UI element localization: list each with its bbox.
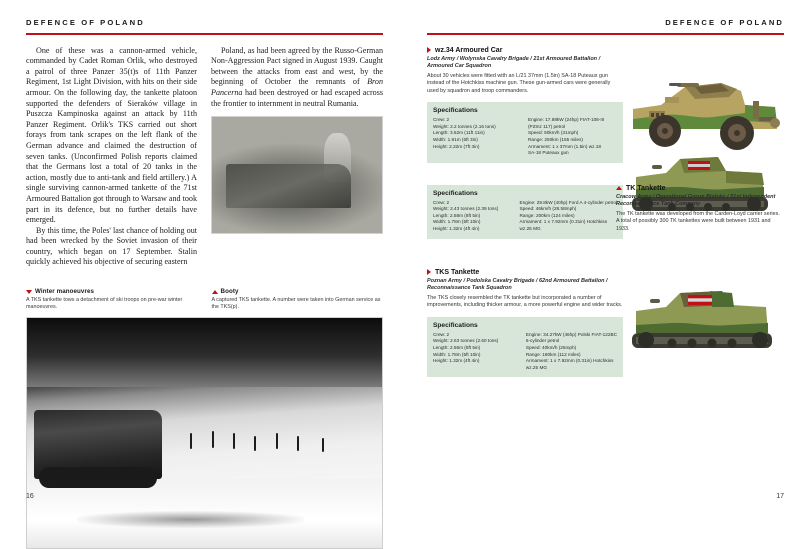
spec-item: Length: 2.56m (8ft 5in) [433, 344, 481, 350]
spec-item: (PZInz 117) petrol [528, 123, 566, 129]
spec-item: Width: 1.78m (5ft 10in) [433, 351, 481, 357]
illustration-tks-tankette [624, 277, 784, 363]
left-page-columns [26, 46, 383, 268]
caption-title: Winter manoeuvres [35, 288, 95, 296]
specifications-grid [433, 332, 617, 372]
left-page-captions [26, 279, 383, 311]
specifications-grid [433, 117, 617, 157]
photo-ski-trooper [297, 436, 299, 451]
spec-item: Engine: 29.8kW (40hp) Ford A 4-cylinder petrol [519, 199, 617, 205]
specifications-title: Specifications [433, 321, 478, 329]
triangle-up-icon [616, 186, 622, 190]
spec-item: Height: 2.22m (7ft 3in) [433, 143, 480, 149]
entry-title: TK Tankette [626, 184, 666, 192]
entry-subtitle: Poznan Army / Podolska Cavalry Brigade / 62nd Armoured Battalion / Reconnaissance Tank Squadron [427, 277, 608, 292]
entry-subtitle: Cracow Army / Operational Group Bielsko / 51st Independent Reconnaissance Tank Company [616, 193, 776, 208]
entry-description: The TK tankette was developed from the Carden-Loyd carrier series. A total of possibly 300 TK tankettes were built between 1931 and 1933. [616, 211, 780, 232]
entry-description: About 30 vehicles were fitted with an L/21 37mm (1.5in) SA-18 Puteaux gun instead of the Hotchkiss machine gun. These gun-armed cars were generally used by squadron and troop commanders. [427, 72, 611, 94]
specifications-column-right [528, 117, 617, 157]
photo-winter-manoeuvres [26, 317, 383, 549]
spec-item: wz.25 MG [525, 364, 547, 370]
entry-heading [427, 269, 784, 276]
photo-ski-trooper [233, 433, 235, 449]
spec-item: Armament: 1 x 37mm (1.5in) wz.18 [528, 143, 601, 149]
entry-subtitle: Lodz Army / Wolynska Cavalry Brigade / 21st Armoured Battalion / Armoured Car Squadron [427, 55, 601, 69]
entry-heading [616, 185, 784, 192]
header-rule-right [427, 33, 784, 35]
spec-item: Crew: 2 [433, 331, 450, 337]
caption-heading [212, 288, 384, 295]
specifications-column-right [520, 200, 617, 233]
photo-ski-trooper [212, 431, 214, 448]
caption-title: Booty [220, 288, 239, 296]
spec-item: Armament: 1 x 7.92mm (0.31in) Hotchkiss [519, 219, 608, 225]
spec-item: Weight: 2.2 tonnes (2.16 tons) [433, 123, 496, 129]
running-head-right: DEFENCE OF POLAND [665, 18, 784, 27]
specifications-column-left [433, 332, 520, 372]
spec-item: SA-18 Puteaux gun [528, 150, 569, 156]
caption-body: A TKS tankette tows a detachment of ski troops on pre-war winter manoeuvres. [26, 297, 183, 311]
triangle-up-icon [212, 290, 218, 294]
entry-heading [427, 47, 784, 54]
caption-booty [212, 288, 384, 311]
left-column-2 [211, 46, 383, 268]
spec-item: Engine: 17.88kW (24hp) FIAT-108-III [528, 117, 605, 123]
spec-item: Crew: 2 [433, 117, 450, 123]
paragraph: One of these was a cannon-armed vehicle, commanded by Cadet Roman Orlik, who destroyed a patrol of three Panzer 35(t)s of 11th Panzer Regiment, 1st Light Division, with hits on their side armour. On the following day, the tankette platoon supported the defenders of Sieraków village in Puszcza Kampinoska against an attack by 11th Panzer Regiment. Orlik's TKS carried out short forays from tank scrapes on the left flank of the German advance and claimed the destruction of seven tanks. (Unconfirmed Polish reports claimed that the Germans lost a total of 20 tanks in the action, mostly due to anti-tank and field artillery.) A single surviving cannon-armed tankette of the 71st Armoured Battalion got through to Warsaw and took part in its defence, but no further details have emerged. [26, 45, 197, 225]
paragraph-part-2: had been destroyed or had escaped across the frontier to internment in neutral Rumania. [211, 87, 383, 108]
caption-body: A captured TKS tankette. A number were taken into German service as the TKS(p). [211, 297, 381, 311]
photo-ski-trooper [254, 436, 256, 451]
entry-tks-tankette [427, 269, 784, 378]
photo-tankette [34, 410, 162, 479]
triangle-right-icon [427, 47, 431, 53]
spec-item: Speed: 50km/h (31mph) [528, 130, 579, 136]
paragraph-italic-term: Bron Pancerna [211, 77, 383, 97]
paragraph: By this time, the Poles' last chance of holding out had been wrecked by the Soviet invasion of their country, which began on 17 September. Stalin quickly achieved his objective of securing eastern [26, 225, 197, 267]
page-number-right: 17 [776, 493, 784, 500]
specifications-panel [427, 185, 623, 239]
paragraph [211, 46, 383, 110]
photo-ski-trooper [276, 433, 278, 449]
specifications-panel [427, 102, 623, 163]
right-page [405, 0, 810, 514]
spec-item: Length: 3.62m (11ft 11in) [433, 130, 485, 136]
spec-item: Crew: 2 [433, 199, 450, 205]
spec-item: Width: 1.91m (6ft 3in) [433, 136, 478, 142]
entry-tk-tankette [427, 185, 784, 239]
spec-item: Speed: 46km/h (28.58mph) [519, 206, 577, 212]
spec-item: Range: 180km (112 miles) [525, 351, 581, 357]
entry-title: wz.34 Armoured Car [435, 46, 503, 54]
photo-captured-tankette [211, 116, 383, 234]
specifications-column-left [433, 117, 522, 157]
triangle-right-icon [427, 269, 431, 275]
spec-item: Armament: 1 x 7.92mm (0.31in) Hotchkiss [525, 358, 614, 364]
specifications-title: Specifications [433, 107, 478, 115]
spec-item: Speed: 40km/h (25mph) [525, 344, 577, 350]
specifications-grid [433, 200, 617, 233]
spec-item: Length: 2.58m (8ft 5in) [433, 212, 481, 218]
caption-winter-manoeuvres [26, 288, 198, 311]
spec-item: Height: 1.32m (4ft 4in) [433, 358, 480, 364]
page-number-left: 16 [26, 493, 34, 500]
left-page [0, 0, 405, 514]
photo-sky [27, 318, 382, 387]
spec-item: Width: 1.78m (5ft 10in) [433, 219, 481, 225]
specifications-column-left [433, 200, 514, 233]
running-head-left: DEFENCE OF POLAND [26, 18, 145, 27]
entry-title: TKS Tankette [435, 268, 480, 276]
spec-item: 6-cylinder petrol [525, 338, 560, 344]
specifications-panel [427, 317, 623, 378]
left-column-1 [26, 46, 197, 268]
photo-ski-trooper [322, 438, 324, 452]
spec-item: Height: 1.32m (4ft 4in) [433, 226, 480, 232]
entry-text-tk-tankette [616, 185, 784, 234]
paragraph-part-1: Poland, as had been agreed by the Russo-German Non-Aggression Pact signed in August 1939. Caught between the attacks from east and west, by the beginning of October the remnants of [211, 45, 383, 87]
triangle-down-icon [26, 290, 32, 294]
spec-item: Range: 250km (155 miles) [528, 136, 583, 142]
caption-heading [26, 288, 198, 295]
header-rule-left [26, 33, 383, 35]
spec-item: Range: 200km (124 miles) [519, 212, 575, 218]
spec-item: Engine: 34.27kW (46hp) Polski FIAT-122BC [525, 331, 617, 337]
entry-description: The TKS closely resembled the TK tankette but incorporated a number of improvements, including thicker armour, a more powerful engine and wider tracks. [427, 294, 623, 309]
spec-item: Weight: 2.43 tonnes (2.39 tons) [433, 206, 499, 212]
specifications-title: Specifications [433, 189, 478, 197]
spec-item: Weight: 2.63 tonnes (2.60 tons) [433, 338, 499, 344]
spec-item: wz.25 MG [519, 226, 541, 232]
photo-ski-trooper [190, 433, 192, 449]
specifications-column-right [526, 332, 617, 372]
